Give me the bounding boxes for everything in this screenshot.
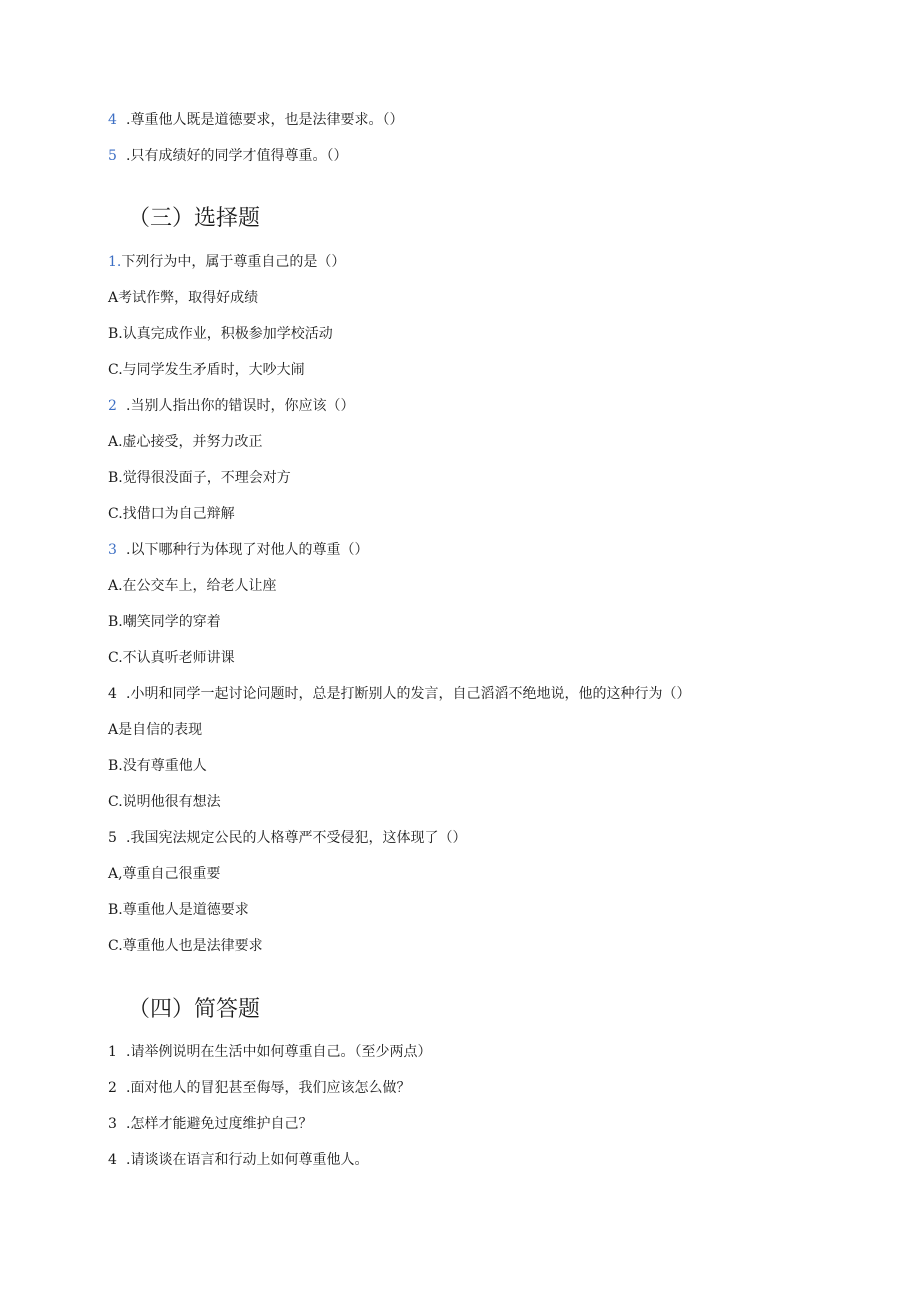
- option-c: C.不认真听老师讲课: [108, 650, 235, 666]
- question-number: 2: [108, 398, 117, 414]
- option-c: C.与同学发生矛盾时，大吵大闹: [108, 362, 305, 378]
- question-text: .只有成绩好的同学才值得尊重。（）: [126, 148, 348, 164]
- option-c: C.尊重他人也是法律要求: [108, 938, 263, 954]
- choice-question-4: [108, 684, 690, 704]
- option-a: A,尊重自己很重要: [108, 866, 221, 882]
- question-text: .当别人指出你的错误时，你应该（）: [126, 398, 355, 414]
- option-a: A考试作弊，取得好成绩: [108, 290, 259, 306]
- tf-question-5: [108, 146, 347, 166]
- option-b: B.嘲笑同学的穿着: [108, 614, 221, 630]
- question-number: 4: [108, 1152, 117, 1168]
- short-answer-question-1: [108, 1042, 431, 1062]
- choice-question-2: [108, 396, 354, 416]
- option-c: C.说明他很有想法: [108, 794, 221, 810]
- option-b: B.认真完成作业，积极参加学校活动: [108, 326, 333, 342]
- question-text: .请谈谈在语言和行动上如何尊重他人。: [126, 1152, 369, 1168]
- question-text: .尊重他人既是道德要求，也是法律要求。（）: [126, 112, 404, 128]
- question-number: 3: [108, 1116, 117, 1132]
- question-number: 5: [108, 830, 117, 846]
- question-number: 5: [108, 148, 117, 164]
- option-a: A.虚心接受，并努力改正: [108, 434, 263, 450]
- choice-question-1: [108, 252, 345, 272]
- choice-question-3: [108, 540, 368, 560]
- choice-question-5: [108, 828, 466, 848]
- option-b: B.觉得很没面子，不理会对方: [108, 470, 291, 486]
- question-number: 3: [108, 542, 117, 558]
- section-heading-short-answer: （四）简答题: [128, 997, 261, 1022]
- question-number: 4: [108, 686, 117, 702]
- option-a: A是自信的表现: [108, 722, 203, 738]
- question-text: .请举例说明在生活中如何尊重自己。（至少两点）: [126, 1044, 432, 1060]
- short-answer-question-2: [108, 1078, 410, 1098]
- option-b: B.没有尊重他人: [108, 758, 207, 774]
- short-answer-question-3: [108, 1114, 312, 1134]
- question-text: .我国宪法规定公民的人格尊严不受侵犯，这体现了（）: [126, 830, 467, 846]
- question-text: .小明和同学一起讨论问题时，总是打断别人的发言，自己滔滔不绝地说，他的这种行为（）: [126, 686, 691, 702]
- question-number: 1.: [108, 254, 122, 270]
- question-number: 2: [108, 1080, 117, 1096]
- question-text: .面对他人的冒犯甚至侮辱，我们应该怎么做？: [126, 1080, 411, 1096]
- option-b: B.尊重他人是道德要求: [108, 902, 249, 918]
- short-answer-question-4: [108, 1150, 368, 1170]
- question-text: .怎样才能避免过度维护自己？: [126, 1116, 313, 1132]
- question-number: 1: [108, 1044, 117, 1060]
- option-c: C.找借口为自己辩解: [108, 506, 235, 522]
- option-a: A.在公交车上，给老人让座: [108, 578, 277, 594]
- section-heading-choice: （三）选择题: [128, 206, 261, 231]
- question-number: 4: [108, 112, 117, 128]
- question-text: 下列行为中，属于尊重自己的是（）: [121, 254, 346, 270]
- question-text: .以下哪种行为体现了对他人的尊重（）: [126, 542, 369, 558]
- tf-question-4: [108, 110, 403, 130]
